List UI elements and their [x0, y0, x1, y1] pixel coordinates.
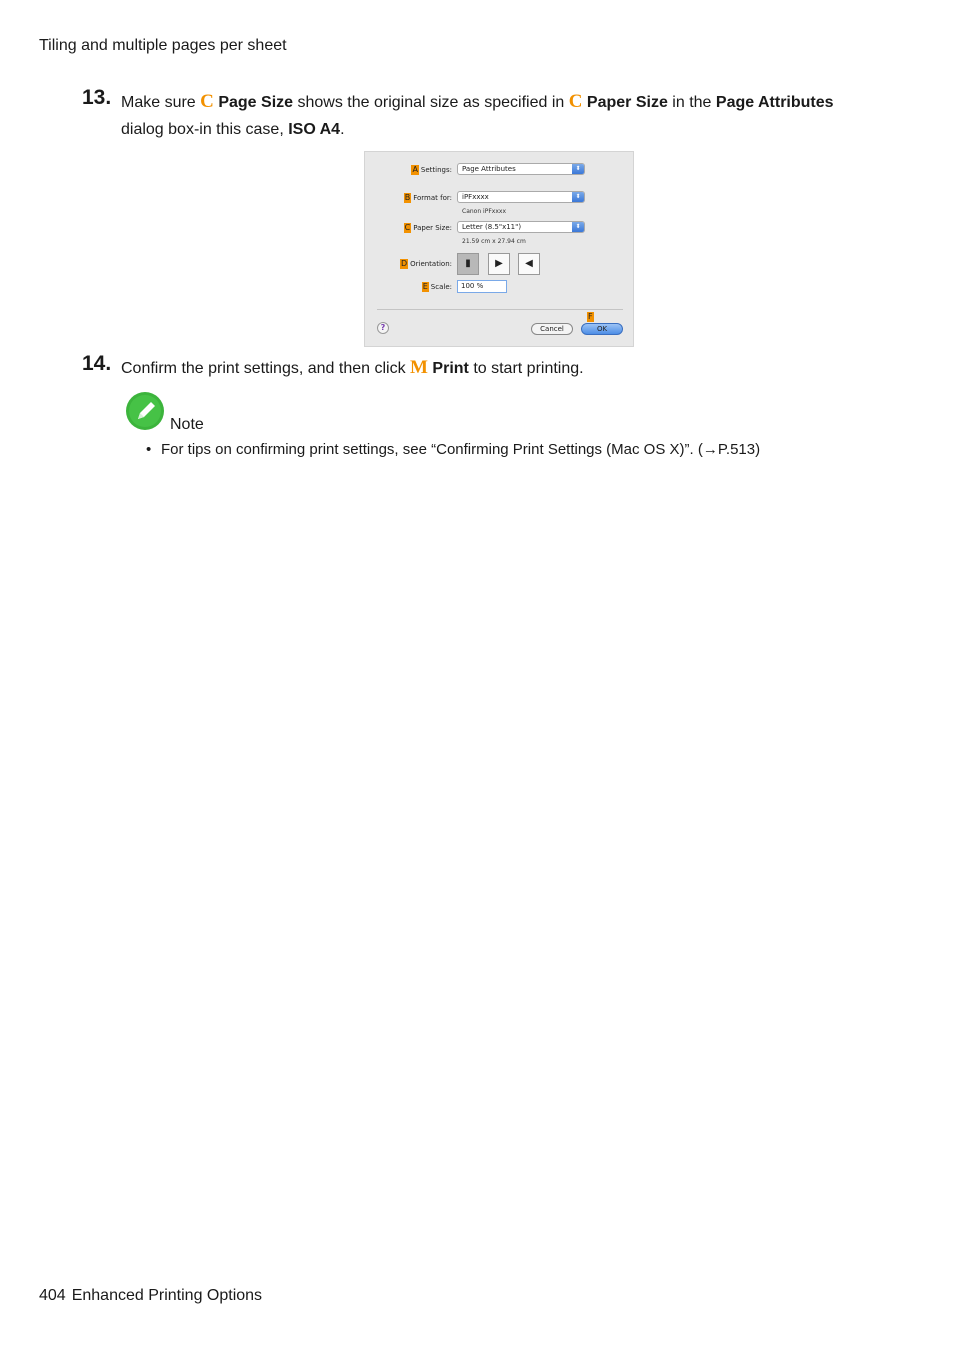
note-label: Note — [170, 416, 204, 433]
paper-dimensions-text: 21.59 cm x 27.94 cm — [462, 238, 526, 245]
note-pencil-icon — [125, 391, 165, 431]
callout-badge: C — [404, 223, 411, 232]
note-text: For tips on confirming print settings, see “Confirming Print Settings (Mac OS X)”. (→P.513) — [161, 441, 761, 458]
ref-marker: M — [410, 357, 428, 378]
callout-badge: E — [422, 282, 428, 291]
reverse-landscape-icon: ◀ — [525, 258, 533, 269]
step-text: Make sure C Page Size shows the original size as specified in C Paper Size in the Page Attributes dialog box-in this case, ISO A4. — [121, 91, 834, 138]
page-number: 404 — [39, 1287, 66, 1304]
scale-row — [365, 280, 635, 294]
step-number: 14. — [82, 352, 112, 375]
callout-badge: B — [404, 193, 411, 202]
page-footer — [39, 1287, 262, 1305]
help-button[interactable]: ? — [377, 322, 389, 334]
page-attributes-dialog — [364, 151, 634, 347]
step-14 — [82, 354, 872, 382]
bullet: • — [146, 441, 152, 458]
format-for-popup[interactable]: iPFxxxx ⬍ — [457, 191, 585, 203]
paper-size-row — [365, 221, 635, 235]
format-for-label: B Format for: — [404, 193, 452, 202]
ref-marker: C — [568, 91, 583, 112]
scale-input[interactable]: 100 % — [457, 280, 507, 293]
landscape-orientation-button[interactable] — [488, 253, 510, 275]
orientation-row — [365, 253, 635, 277]
step-13 — [82, 88, 872, 143]
callout-badge: A — [412, 165, 418, 174]
callout-badge: D — [400, 259, 408, 268]
updown-arrow-icon: ⬍ — [572, 164, 584, 174]
callout-badge: F — [588, 312, 593, 321]
printer-model-text: Canon iPFxxxx — [462, 208, 506, 215]
portrait-icon: ▮ — [465, 258, 471, 269]
settings-row — [365, 163, 635, 177]
step-text: Confirm the print settings, and then click M Print to start printing. — [121, 357, 584, 378]
running-header: Tiling and multiple pages per sheet — [39, 37, 287, 54]
ok-button[interactable]: OK — [581, 323, 623, 335]
paper-size-label: C Paper Size: — [404, 223, 452, 232]
settings-popup[interactable]: Page Attributes ⬍ — [457, 163, 585, 175]
updown-arrow-icon: ⬍ — [572, 192, 584, 202]
footer-section: Enhanced Printing Options — [71, 1287, 263, 1304]
updown-arrow-icon: ⬍ — [572, 222, 584, 232]
cancel-button[interactable]: Cancel — [531, 323, 573, 335]
format-for-row — [365, 191, 635, 205]
note-item — [146, 441, 760, 458]
ref-marker: C — [200, 91, 214, 112]
paper-size-popup[interactable]: Letter (8.5"x11") ⬍ — [457, 221, 585, 233]
separator — [377, 309, 623, 310]
step-number: 13. — [82, 86, 112, 109]
reverse-landscape-orientation-button[interactable] — [518, 253, 540, 275]
orientation-label: D Orientation: — [400, 259, 452, 268]
settings-label: A Settings: — [412, 165, 452, 174]
portrait-orientation-button[interactable] — [457, 253, 479, 275]
landscape-icon: ▶ — [495, 258, 503, 269]
scale-label: E Scale: — [422, 282, 452, 291]
